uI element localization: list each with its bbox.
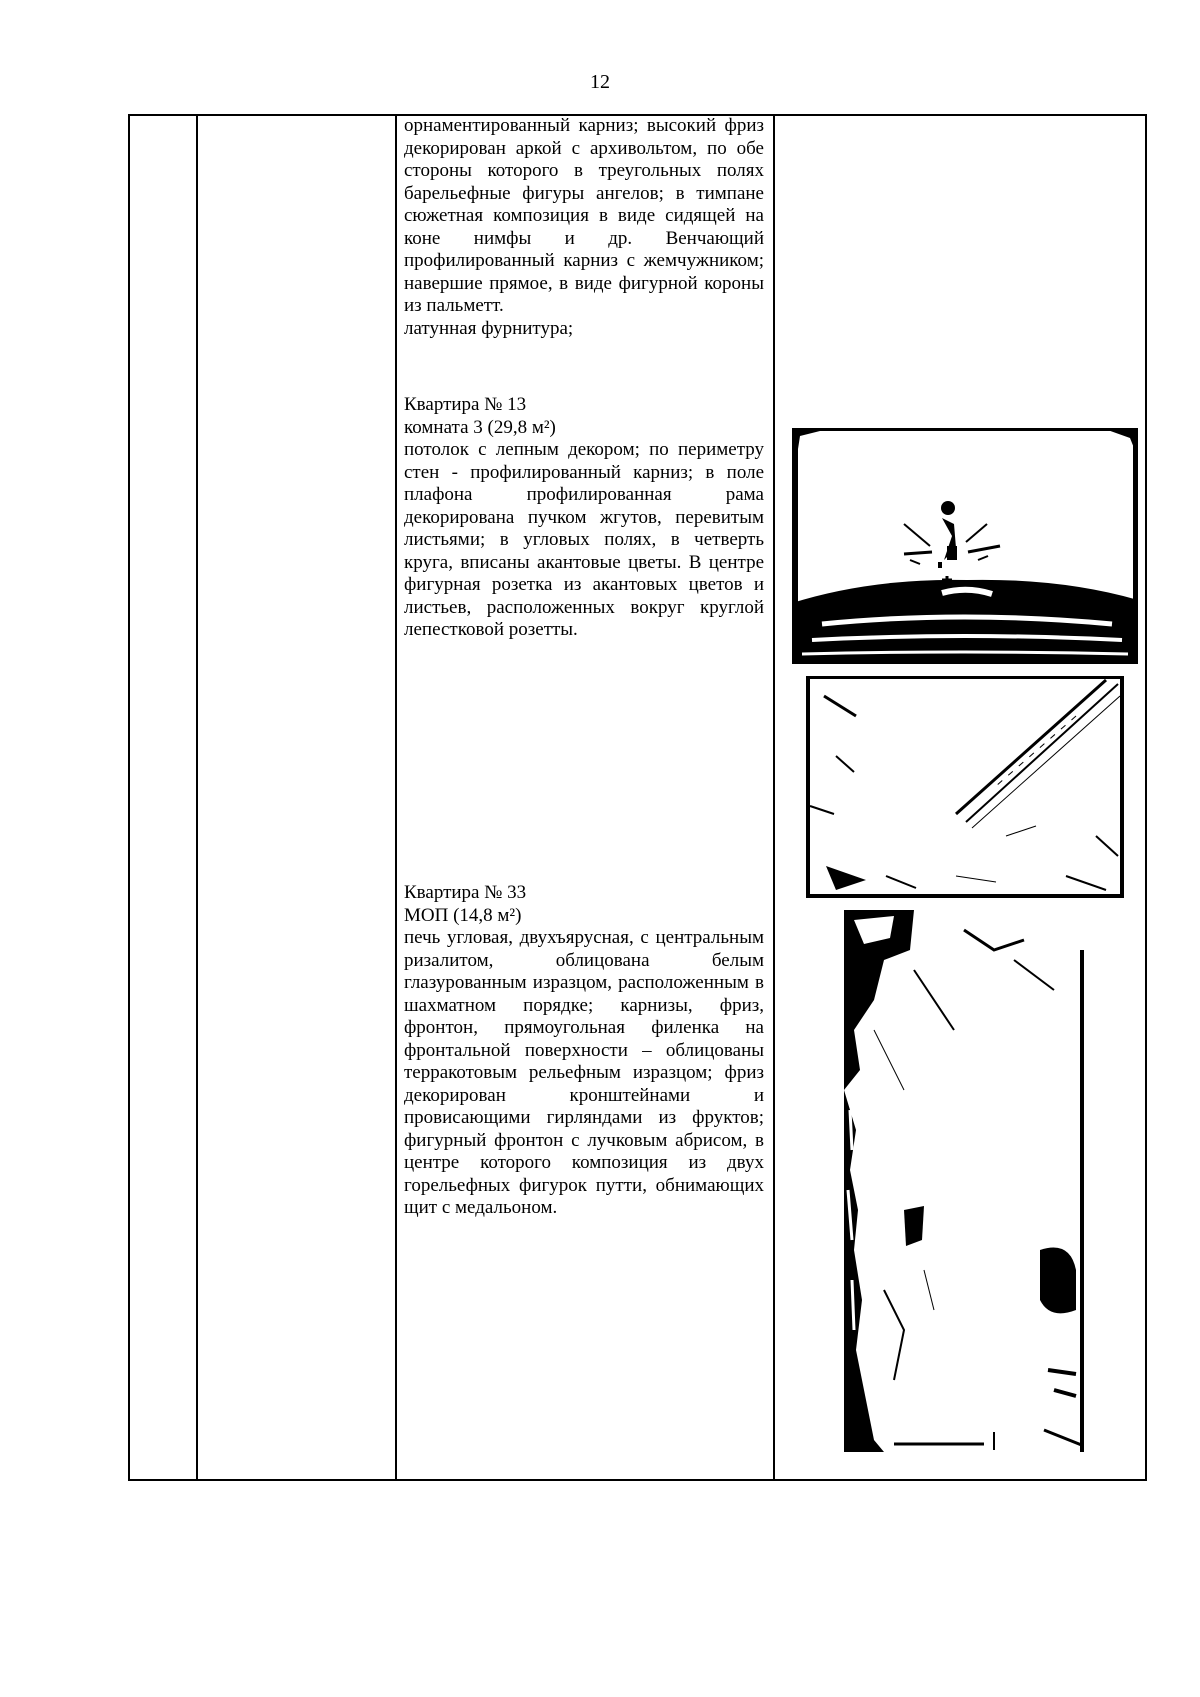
page-number: 12: [590, 71, 610, 93]
continuation-fittings: латунная фурнитура;: [404, 317, 574, 339]
column-divider-3: [773, 116, 775, 1479]
continuation-paragraph: орнаментированный карниз; высокий фриз декорирован аркой с архивольтом, по обе стороны которого в треугольных полях барельефные фигуры ангелов; в тимпане сюжетная композиция в виде сидящей на коне нимфы и др. Венчающий профилированный карниз с жемчужником; навершие прямое, в виде фигурной короны из пальметт.: [404, 115, 764, 316]
apt33-section: [404, 882, 764, 1220]
apt13-section: [404, 394, 764, 642]
ceiling-corner-photo: [806, 676, 1124, 898]
apt13-title: Квартира № 13: [404, 394, 527, 415]
column-divider-1: [196, 116, 198, 1479]
continuation-text: [404, 115, 764, 340]
apt33-title: Квартира № 33: [404, 882, 527, 903]
ceiling-photo: [792, 428, 1138, 664]
stove-photo: [844, 910, 1084, 1452]
apt33-description: печь угловая, двухъярусная, с центральным ризалитом, облицована белым глазурованным изразцом, расположенным в шахматном порядке; карнизы, фриз, фронтон, прямоугольная филенка на фронтальной поверхности – облицованы терракотовым рельефным изразцом; фриз декорирован кронштейнами и провисающими гирляндами из фруктов; фигурный фронтон с лучковым абрисом, в центре которого композиция из двух горельефных фигурок путти, обнимающих щит с медальоном.: [404, 927, 764, 1218]
apt13-description: потолок с лепным декором; по периметру стен - профилированный карниз; в поле плафона профилированная рама декорирована пучком жгутов, перевитым листьями; в угловых полях, в четверть круга, вписаны акантовые цветы. В центре фигурная розетка из акантовых цветов и листьев, расположенных вокруг круглой лепестковой розетты.: [404, 439, 764, 640]
column-divider-2: [395, 116, 397, 1479]
apt13-room: комната 3 (29,8 м²): [404, 416, 556, 438]
apt33-room: МОП (14,8 м²): [404, 904, 522, 926]
